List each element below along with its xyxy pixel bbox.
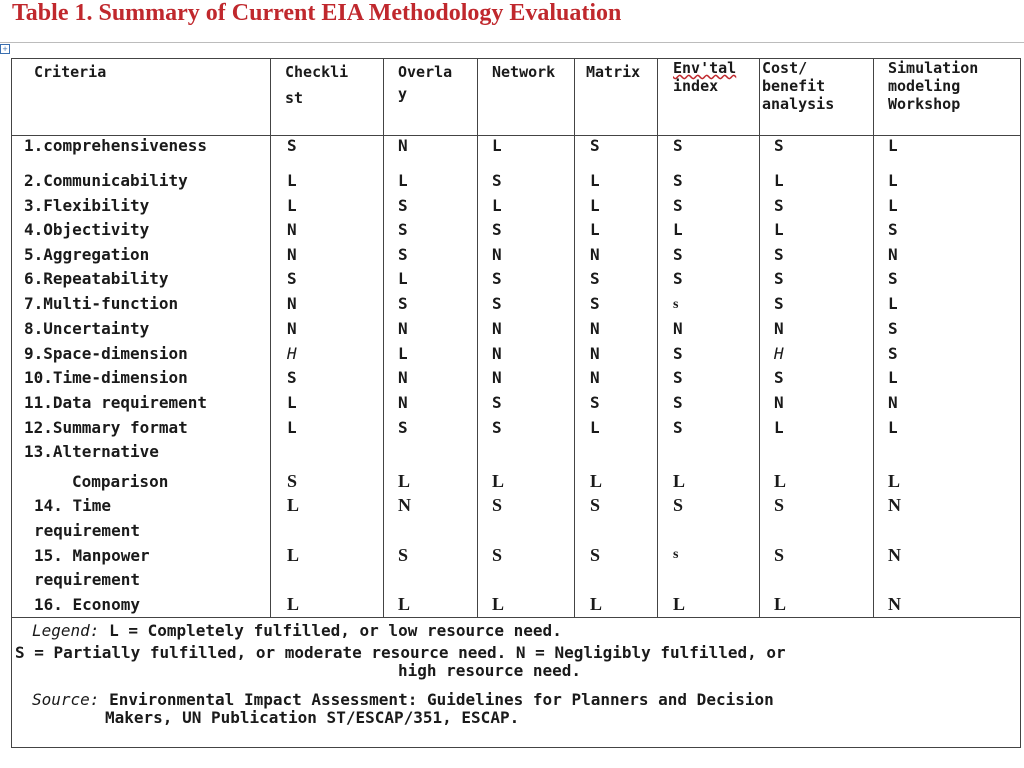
row-label: requirement	[34, 521, 140, 540]
table-cell: N	[287, 294, 297, 313]
table-cell: N	[398, 393, 408, 412]
table-cell: L	[888, 171, 898, 190]
table-cell: N	[888, 245, 898, 264]
table-cell: L	[774, 594, 787, 614]
table-cell: S	[888, 220, 898, 239]
table-cell: L	[774, 171, 784, 190]
table-cell: S	[590, 545, 601, 565]
page-title: Table 1. Summary of Current EIA Methodology Evaluation	[12, 0, 622, 26]
table-cell: N	[398, 368, 408, 387]
table-cell: L	[492, 594, 505, 614]
table-cell: N	[590, 368, 600, 387]
header-overlay-1: Overla	[398, 63, 453, 81]
table-cell: L	[774, 220, 784, 239]
table-cell: S	[590, 136, 600, 155]
table-cell: S	[673, 344, 683, 363]
table-cell: S	[673, 495, 684, 515]
table-cell: L	[888, 136, 898, 155]
table-cell: S	[398, 245, 408, 264]
table-cell: S	[287, 269, 297, 288]
source-label: Source:	[32, 690, 100, 709]
table-cell: N	[492, 319, 502, 338]
table-cell: L	[492, 136, 502, 155]
header-checklist-1: Checkli	[285, 63, 349, 81]
table-cell: L	[590, 220, 600, 239]
table-cell: L	[287, 594, 300, 614]
table-cell: N	[590, 245, 600, 264]
row-label: 3.Flexibility	[24, 196, 150, 215]
table-cell: S	[673, 418, 683, 437]
row-label: 9.Space-dimension	[24, 344, 188, 363]
table-cell: L	[287, 418, 297, 437]
table-cell: S	[492, 495, 503, 515]
table-cell: L	[398, 171, 408, 190]
table-cell: S	[398, 220, 408, 239]
table-cell: N	[774, 319, 784, 338]
legend-line-2: S = Partially fulfilled, or moderate resource need. N = Negligibly fulfilled, or	[15, 643, 786, 662]
table-cell: N	[888, 594, 901, 614]
table-cell: N	[492, 344, 502, 363]
table-cell: S	[774, 245, 784, 264]
table-cell: L	[888, 294, 898, 313]
table-cell: L	[287, 545, 300, 565]
header-cost-2: benefit	[762, 77, 826, 95]
header-cost-1: Cost/	[762, 59, 808, 77]
table-cell: S	[492, 418, 502, 437]
table-cell: L	[888, 196, 898, 215]
table-cell: N	[287, 245, 297, 264]
table-cell: L	[673, 220, 683, 239]
table-cell: H	[287, 344, 297, 363]
table-cell: N	[287, 319, 297, 338]
table-cell: L	[590, 196, 600, 215]
table-cell: L	[888, 368, 898, 387]
table-cell: S	[398, 418, 408, 437]
table-cell: L	[398, 594, 411, 614]
table-cell: S	[492, 545, 503, 565]
row-label: 16. Economy	[34, 595, 140, 614]
row-label: 5.Aggregation	[24, 245, 150, 264]
row-label: 14. Time	[34, 496, 112, 515]
header-overlay-2: y	[398, 85, 408, 103]
column-divider	[873, 59, 874, 617]
table-cell: N	[287, 220, 297, 239]
table-cell: S	[492, 269, 502, 288]
table-cell: S	[673, 136, 683, 155]
table-cell: S	[774, 269, 784, 288]
table-cell: L	[590, 171, 600, 190]
table-cell: S	[492, 171, 502, 190]
table-cell: S	[492, 220, 502, 239]
source-line-1	[32, 691, 774, 709]
table-cell: N	[888, 545, 901, 565]
row-label: 1.comprehensiveness	[24, 136, 208, 155]
table-cell: L	[287, 495, 300, 515]
table-cell: L	[398, 471, 411, 491]
table-cell: S	[774, 196, 784, 215]
table-cell: H	[774, 344, 784, 363]
table-cell: S	[888, 269, 898, 288]
header-matrix: Matrix	[586, 63, 641, 81]
header-sim-3: Workshop	[888, 95, 961, 113]
row-label: 7.Multi-function	[24, 294, 179, 313]
header-checklist-2: st	[285, 89, 304, 107]
table-cell: L	[590, 471, 603, 491]
table-cell: S	[492, 294, 502, 313]
column-divider	[759, 59, 760, 617]
table-cell: S	[287, 368, 297, 387]
row-label: 13.Alternative	[24, 442, 159, 461]
column-divider	[477, 59, 478, 617]
table-cell: N	[492, 368, 502, 387]
table-cell: S	[673, 196, 683, 215]
header-network: Network	[492, 63, 556, 81]
table-cell: N	[888, 393, 898, 412]
table-cell: N	[398, 319, 408, 338]
table-cell: S	[398, 196, 408, 215]
table-cell: S	[398, 545, 409, 565]
legend-text-1: L = Completely fulfilled, or low resource need.	[109, 621, 562, 640]
row-label: 11.Data requirement	[24, 393, 208, 412]
row-label: 12.Summary format	[24, 418, 188, 437]
table-cell: L	[287, 171, 297, 190]
table-cell: N	[673, 319, 683, 338]
evaluation-table	[11, 58, 1021, 748]
table-cell: L	[774, 471, 787, 491]
column-divider	[383, 59, 384, 617]
table-cell: S	[287, 136, 297, 155]
table-cell: S	[287, 471, 298, 491]
legend-line-1	[32, 622, 562, 640]
table-cell: N	[590, 319, 600, 338]
header-envtal-1: Env'tal	[673, 59, 737, 77]
table-cell: L	[590, 594, 603, 614]
table-cell: L	[673, 471, 686, 491]
table-cell: S	[774, 136, 784, 155]
legend-label: Legend:	[32, 621, 100, 640]
table-cell: L	[590, 418, 600, 437]
row-label: 4.Objectivity	[24, 220, 150, 239]
row-label: requirement	[34, 570, 140, 589]
table-cell: S	[673, 171, 683, 190]
table-cell: S	[590, 294, 600, 313]
table-cell: L	[774, 418, 784, 437]
table-cell: s	[673, 547, 679, 562]
legend-divider	[12, 617, 1020, 618]
row-label: 8.Uncertainty	[24, 319, 150, 338]
row-label: 6.Repeatability	[24, 269, 169, 288]
table-cell: S	[774, 545, 785, 565]
table-cell: N	[590, 344, 600, 363]
table-cell: S	[673, 245, 683, 264]
legend-line-3: high resource need.	[398, 661, 582, 680]
table-cell: L	[888, 418, 898, 437]
column-divider	[270, 59, 271, 617]
table-cell: L	[398, 269, 408, 288]
table-cell: L	[492, 196, 502, 215]
table-cell: S	[590, 393, 600, 412]
table-anchor-icon[interactable]: +	[0, 44, 10, 54]
row-label: 15. Manpower	[34, 546, 150, 565]
table-cell: L	[888, 471, 901, 491]
table-cell: L	[287, 393, 297, 412]
table-cell: N	[774, 393, 784, 412]
table-cell: L	[287, 196, 297, 215]
header-envtal-2: index	[673, 77, 719, 95]
table-cell: L	[398, 344, 408, 363]
table-cell: S	[774, 294, 784, 313]
table-cell: S	[673, 393, 683, 412]
column-divider	[657, 59, 658, 617]
header-sim-2: modeling	[888, 77, 961, 95]
table-cell: S	[590, 269, 600, 288]
row-label: 2.Communicability	[24, 171, 188, 190]
column-divider	[574, 59, 575, 617]
table-cell: L	[673, 594, 686, 614]
table-cell: s	[673, 297, 679, 312]
table-cell: S	[590, 495, 601, 515]
table-cell: S	[888, 344, 898, 363]
table-cell: S	[774, 495, 785, 515]
table-cell: S	[888, 319, 898, 338]
table-cell: N	[888, 495, 901, 515]
table-cell: S	[673, 368, 683, 387]
header-cost-3: analysis	[762, 95, 835, 113]
source-text-1: Environmental Impact Assessment: Guidelines for Planners and Decision	[109, 690, 774, 709]
row-label: Comparison	[72, 472, 169, 491]
source-line-2: Makers, UN Publication ST/ESCAP/351, ESCAP.	[105, 708, 520, 727]
table-cell: L	[492, 471, 505, 491]
table-cell: S	[673, 269, 683, 288]
table-cell: S	[398, 294, 408, 313]
row-label: 10.Time-dimension	[24, 368, 188, 387]
table-cell: N	[398, 495, 411, 515]
header-sim-1: Simulation	[888, 59, 979, 77]
table-cell: S	[492, 393, 502, 412]
header-criteria: Criteria	[34, 63, 107, 81]
table-cell: N	[492, 245, 502, 264]
divider	[0, 42, 1024, 43]
table-cell: N	[398, 136, 408, 155]
table-cell: S	[774, 368, 784, 387]
